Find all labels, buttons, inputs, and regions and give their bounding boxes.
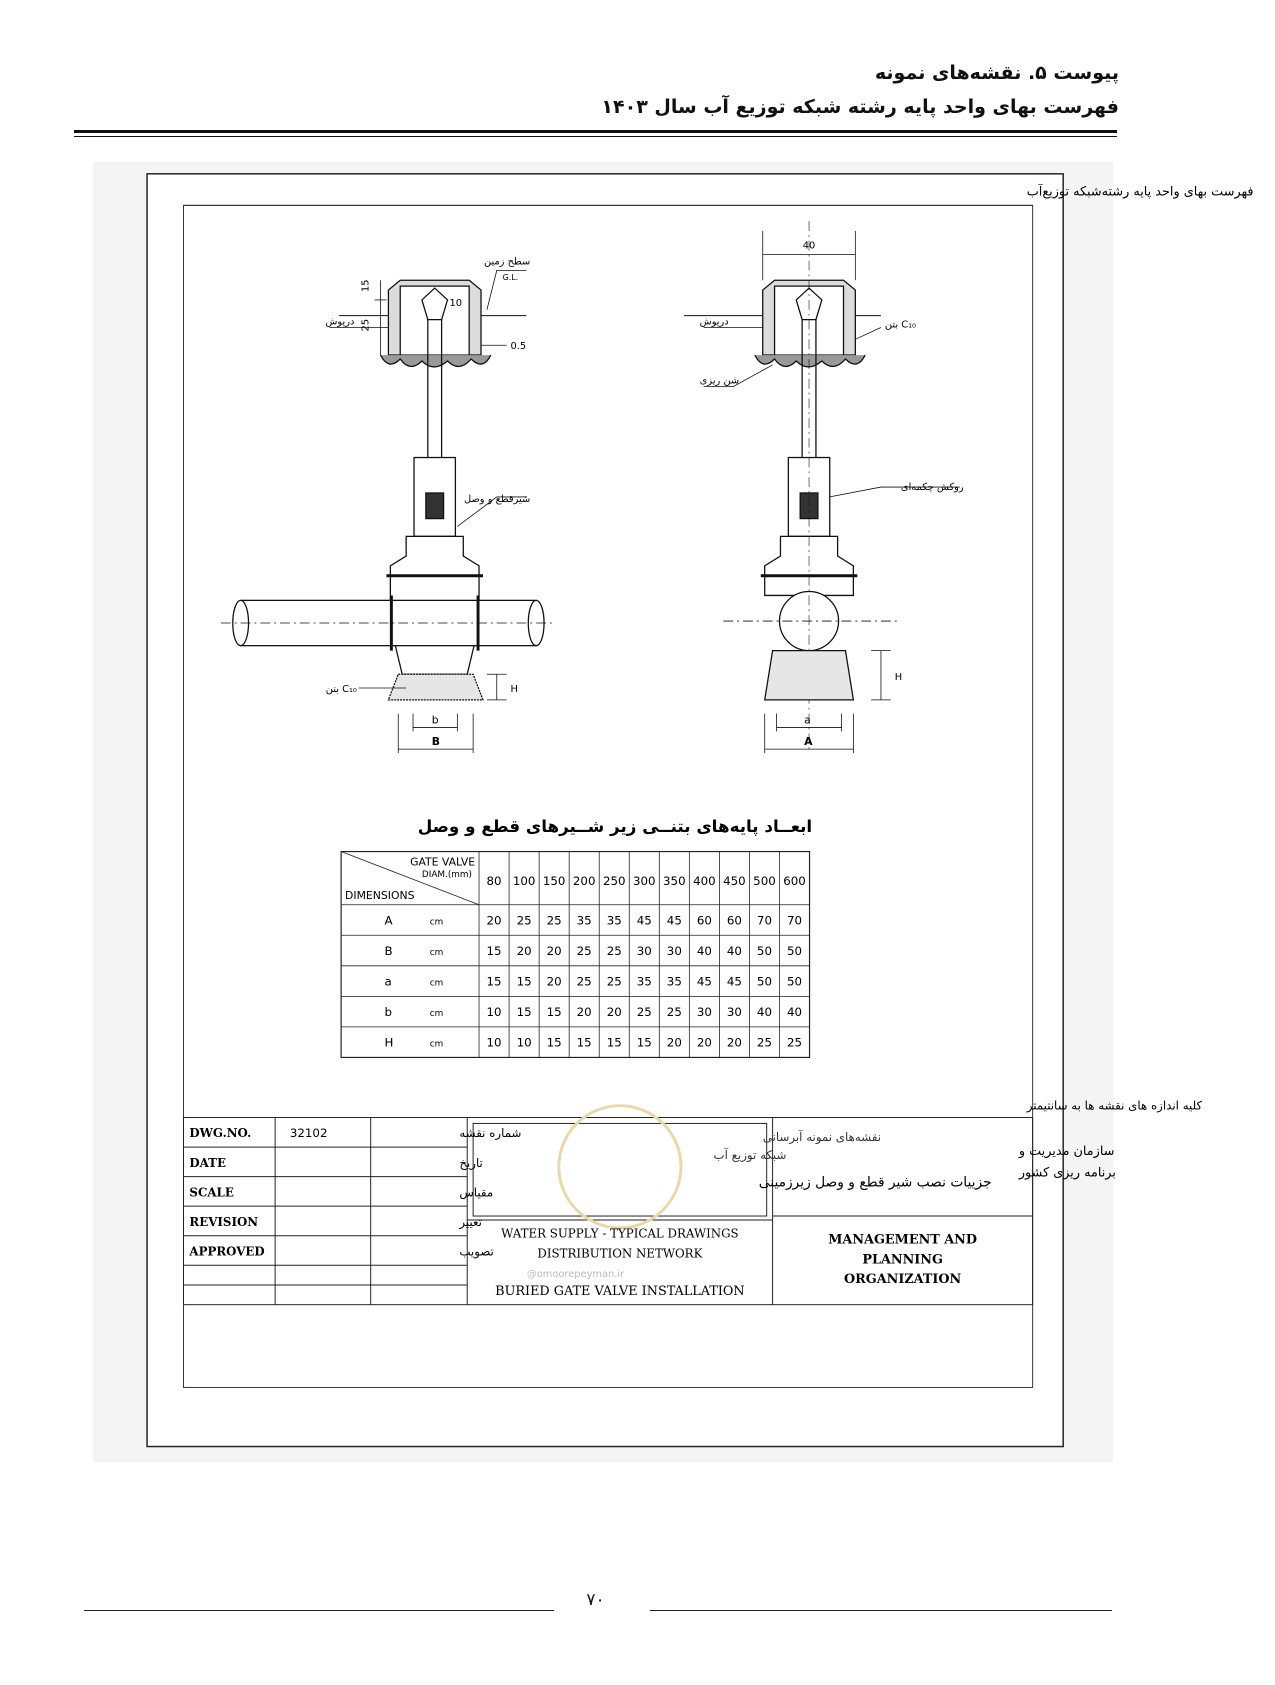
header-appendix-title: پیوست ۵. نقشه‌های نمونه (874, 62, 1119, 84)
table-cell: 15 (486, 974, 502, 989)
title-field-fa: تغییر (459, 1214, 482, 1229)
table-diameter-header: 100 (512, 874, 536, 889)
table-diameter-header: 350 (663, 874, 686, 889)
table-cell: 25 (606, 974, 622, 989)
org-en-2: PLANNING (862, 1252, 943, 1268)
table-cell: 45 (726, 974, 742, 989)
table-diameter-header: 450 (723, 874, 746, 889)
table-cell: 25 (576, 943, 592, 958)
title-field-en: APPROVED (189, 1244, 265, 1259)
header-document-title: فهرست بهای واحد پایه رشته شبکه توزیع آب سال ۱۴۰۳ (601, 96, 1119, 118)
title-block-en-2: DISTRIBUTION NETWORK (537, 1246, 703, 1261)
table-diameter-header: 300 (633, 874, 656, 889)
sheet-top-title: فهرست بهای واحد پایه رشته‌شبکه توزیع‌آب (1026, 184, 1254, 200)
table-row-unit: cm (429, 1009, 444, 1020)
table-cell: 20 (546, 943, 562, 958)
table-cell: 50 (786, 943, 803, 958)
table-corner-top: GATE VALVE (410, 855, 476, 869)
table-cell: 20 (726, 1035, 742, 1050)
table-cell: 15 (516, 1005, 532, 1020)
title-block-fa-2: شبکه توزیع آب (713, 1147, 787, 1162)
title-field-en: DWG.NO. (189, 1126, 252, 1141)
table-diameter-header: 600 (783, 874, 806, 889)
title-block-en-1: WATER SUPPLY - TYPICAL DRAWINGS (501, 1226, 739, 1241)
header-rule-thick (74, 130, 1117, 133)
table-cell: 20 (666, 1035, 682, 1050)
table-cell: 15 (516, 974, 532, 989)
table-cell: 45 (636, 913, 652, 928)
table-diameter-header: 400 (693, 874, 716, 889)
watermark-text: @omoorepeyman.ir (526, 1269, 625, 1281)
footer-rule-left (84, 1610, 554, 1611)
table-row-unit: cm (429, 1039, 444, 1050)
label-cover-right: درپوش (699, 316, 729, 328)
table-cell: 45 (666, 913, 682, 928)
label-boot-cover: روکش چکمه‌ای (900, 482, 964, 494)
units-note: کلیه اندازه های نقشه ها به سانتیمتر (1026, 1098, 1203, 1113)
table-cell: 15 (636, 1035, 652, 1050)
label-cover-left: درپوش (325, 316, 355, 328)
table-cell: 30 (726, 1005, 742, 1020)
header-rule-thin (74, 136, 1117, 137)
dim-0-5: 0.5 (510, 341, 527, 353)
page-number: ۷۰ (586, 1590, 605, 1610)
table-corner-mid: DIAM.(mm) (421, 870, 473, 881)
title-field-fa: شماره نقشه (459, 1126, 522, 1141)
table-cell: 25 (546, 913, 562, 928)
table-cell: 15 (606, 1035, 622, 1050)
table-row-label: a (384, 974, 392, 989)
table-diameter-header: 150 (542, 874, 566, 889)
table-cell: 20 (576, 1005, 592, 1020)
table-diameter-header: 80 (486, 874, 502, 889)
label-ground-surface: سطح زمین (483, 256, 531, 268)
table-cell: 15 (546, 1005, 562, 1020)
table-cell: 20 (546, 974, 562, 989)
dim-10: 10 (449, 297, 463, 309)
label-gl: G.L. (502, 273, 519, 283)
label-gravel: شن ریزی (699, 375, 740, 387)
table-cell: 20 (696, 1035, 712, 1050)
table-cell: 35 (636, 974, 652, 989)
table-cell: 10 (486, 1005, 502, 1020)
table-cell: 70 (786, 913, 803, 928)
table-cell: 60 (696, 913, 712, 928)
title-field-en: SCALE (189, 1185, 234, 1200)
title-field-fa: تاریخ (459, 1155, 483, 1170)
title-block-en-3: BURIED GATE VALVE INSTALLATION (495, 1283, 745, 1299)
table-cell: 25 (576, 974, 592, 989)
dim-a-large: A (804, 735, 813, 749)
table-diameter-header: 500 (753, 874, 776, 889)
title-field-fa: مقیاس (459, 1185, 494, 1200)
footer-rule-right (650, 1610, 1112, 1611)
dim-40: 40 (802, 240, 816, 252)
table-cell: 40 (756, 1005, 772, 1020)
table-row-label: b (384, 1005, 392, 1020)
table-cell: 25 (666, 1005, 682, 1020)
table-cell: 10 (486, 1035, 502, 1050)
table-row-unit: cm (429, 978, 444, 989)
table-diameter-header: 200 (572, 874, 596, 889)
org-fa-2: برنامه ریزی کشور (1018, 1165, 1116, 1181)
table-cell: 20 (486, 913, 502, 928)
table-diameter-header: 250 (602, 874, 626, 889)
table-cell: 15 (486, 943, 502, 958)
table-cell: 25 (786, 1035, 803, 1050)
title-field-en: REVISION (189, 1214, 259, 1229)
dim-15: 15 (360, 279, 372, 293)
org-en-1: MANAGEMENT AND (828, 1232, 977, 1248)
org-fa-1: سازمان مدیریت و (1018, 1143, 1115, 1159)
table-cell: 30 (696, 1005, 712, 1020)
table-cell: 25 (606, 943, 622, 958)
table-cell: 35 (576, 913, 592, 928)
table-cell: 15 (576, 1035, 592, 1050)
table-cell: 15 (546, 1035, 562, 1050)
table-cell: 20 (606, 1005, 622, 1020)
dim-b-large: B (431, 735, 441, 749)
table-cell: 25 (636, 1005, 652, 1020)
drawing-sheet (84, 162, 1275, 1482)
table-cell: 35 (666, 974, 682, 989)
table-cell: 30 (666, 943, 682, 958)
dim-25: 25 (360, 318, 372, 332)
title-field-value: 32102 (289, 1126, 328, 1141)
table-cell: 50 (786, 974, 803, 989)
table-cell: 50 (756, 974, 772, 989)
table-row-label: H (384, 1035, 394, 1050)
table-cell: 70 (756, 913, 772, 928)
table-row-label: B (384, 943, 393, 958)
table-cell: 40 (726, 943, 742, 958)
table-row-unit: cm (429, 917, 444, 928)
table-cell: 30 (636, 943, 652, 958)
table-cell: 35 (606, 913, 622, 928)
table-cell: 40 (786, 1005, 803, 1020)
label-concrete-right: بتن C₁₀ (884, 319, 917, 331)
table-cell: 20 (516, 943, 532, 958)
label-gate-valve: شیرقطع و وصل (464, 493, 531, 505)
dim-h-right: H (894, 672, 903, 684)
dim-h-left: H (510, 683, 518, 695)
table-title: ابعــاد پایه‌های بتنــی زیر شــیرهای قطع و وصل (417, 815, 813, 836)
table-cell: 40 (696, 943, 712, 958)
table-cell: 45 (696, 974, 712, 989)
title-field-fa: تصویب (459, 1244, 494, 1259)
table-cell: 50 (756, 943, 772, 958)
title-block-fa-3: جزییات نصب شیر قطع و وصل زیرزمینی (758, 1174, 992, 1191)
title-field-en: DATE (189, 1155, 226, 1170)
org-en-3: ORGANIZATION (843, 1272, 962, 1288)
dim-b-small: b (431, 713, 439, 727)
table-cell: 25 (516, 913, 532, 928)
table-cell: 10 (516, 1035, 532, 1050)
table-row-label: A (384, 913, 393, 928)
dim-a-small: a (804, 713, 811, 727)
title-block-fa-1: نقشه‌های نمونه آبرسانی (762, 1130, 882, 1145)
table-corner-bottom: DIMENSIONS (345, 888, 415, 902)
table-cell: 60 (726, 913, 742, 928)
table-cell: 25 (756, 1035, 772, 1050)
table-row-unit: cm (429, 947, 444, 958)
label-concrete-left: بتن C₁₀ (325, 683, 357, 695)
